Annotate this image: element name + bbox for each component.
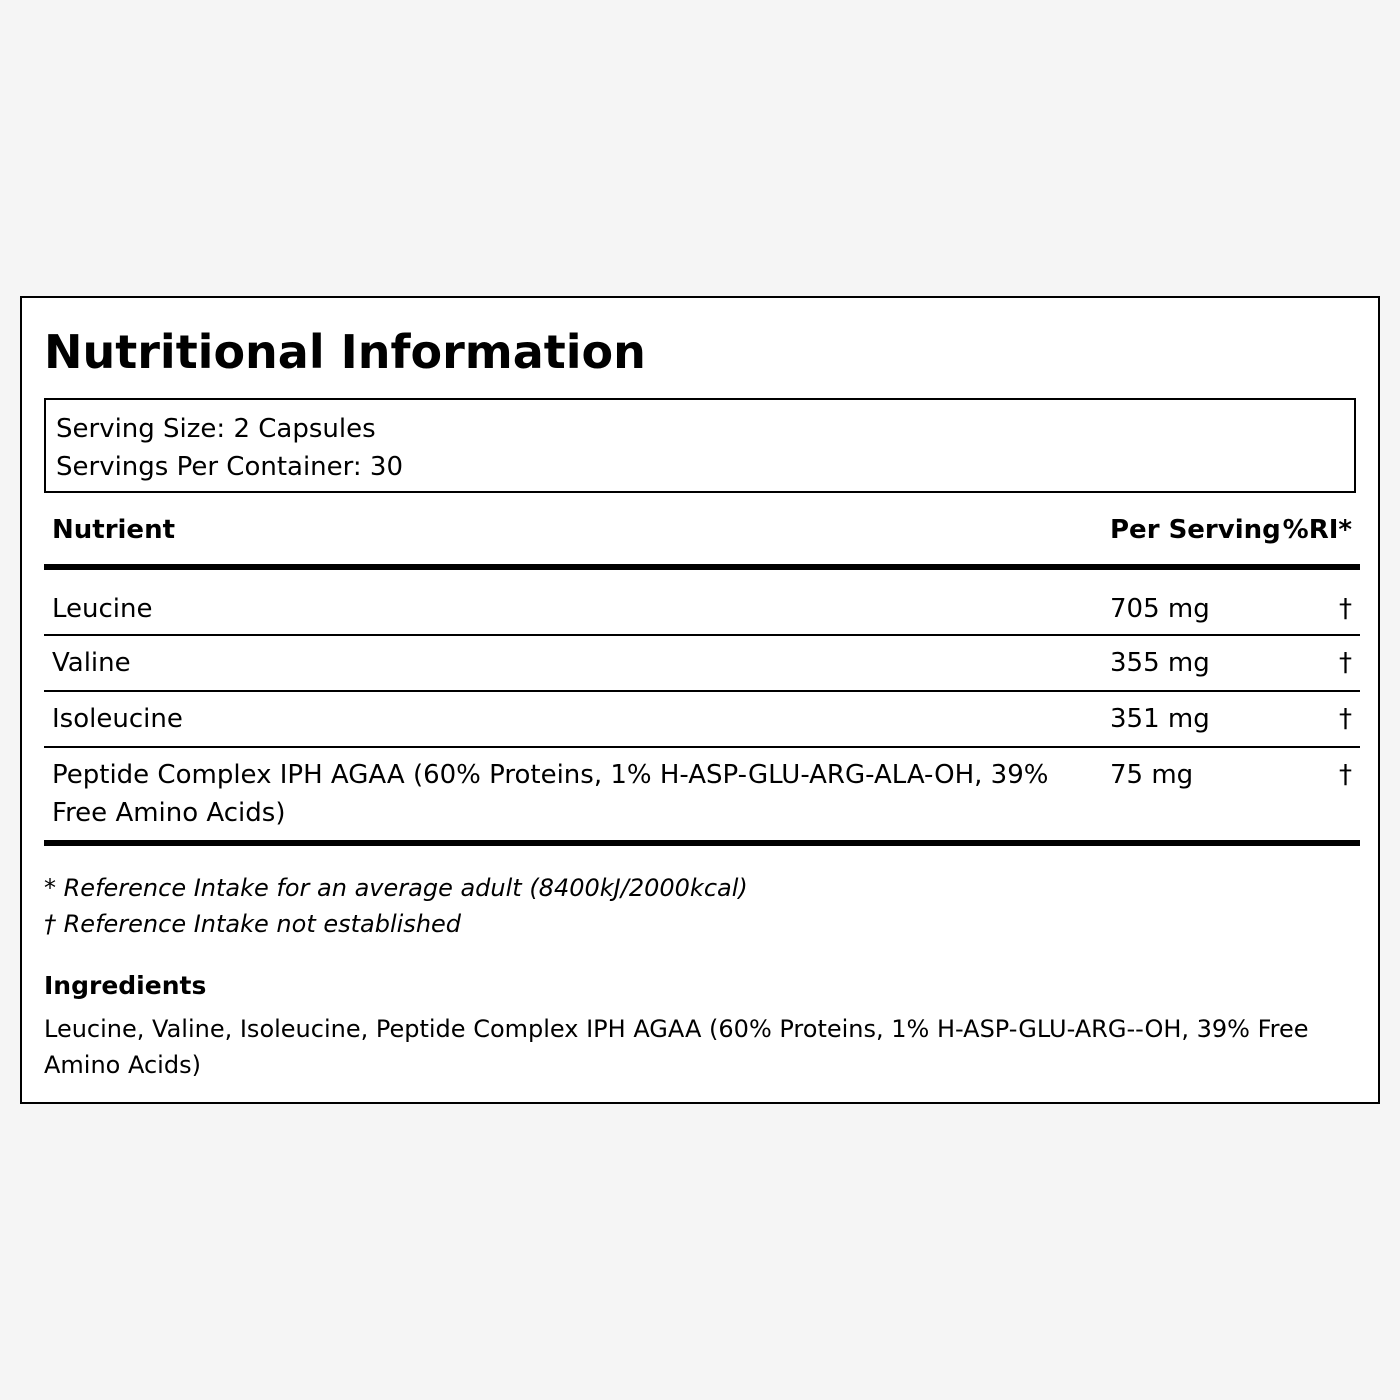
nutrient-table xyxy=(44,510,1360,846)
nutrient-amount: 351 mg xyxy=(1110,704,1210,734)
table-row xyxy=(44,748,1360,846)
serving-size: Serving Size: 2 Capsules xyxy=(56,414,376,444)
table-header xyxy=(44,510,1360,570)
ingredients-heading: Ingredients xyxy=(44,971,207,1000)
table-row xyxy=(44,692,1360,748)
header-per-serving: Per Serving xyxy=(1110,515,1281,545)
nutrient-ri: † xyxy=(1339,760,1352,790)
servings-per-container: Servings Per Container: 30 xyxy=(56,452,404,482)
footnotes xyxy=(44,870,748,942)
nutrient-amount: 75 mg xyxy=(1110,760,1194,790)
header-nutrient: Nutrient xyxy=(52,515,176,545)
nutrient-ri: † xyxy=(1339,594,1352,624)
nutrient-ri: † xyxy=(1339,648,1352,678)
nutrient-amount: 355 mg xyxy=(1110,648,1210,678)
nutrition-panel xyxy=(20,296,1380,1104)
table-row xyxy=(44,636,1360,692)
reference-intake-note: * Reference Intake for an average adult (8400kJ/2000kcal) xyxy=(44,874,748,902)
ingredients-text: Leucine, Valine, Isoleucine, Peptide Complex IPH AGAA (60% Proteins, 1% H-ASP-GLU-ARG--OH, 39% Free Amino Acids) xyxy=(44,1015,1309,1079)
nutrient-name: Peptide Complex IPH AGAA (60% Proteins, 1% H-ASP-GLU-ARG-ALA-OH, 39% Free Amino Acids) xyxy=(52,760,1049,828)
page-title: Nutritional Information xyxy=(44,325,646,379)
serving-info-box xyxy=(44,398,1356,493)
nutrient-name: Leucine xyxy=(52,594,153,624)
nutrient-ri: † xyxy=(1339,704,1352,734)
not-established-note: † Reference Intake not established xyxy=(44,910,462,938)
header-ri: %RI* xyxy=(1282,515,1352,545)
table-row xyxy=(44,570,1360,636)
nutrient-name: Isoleucine xyxy=(52,704,183,734)
nutrient-name: Valine xyxy=(52,648,131,678)
nutrient-amount: 705 mg xyxy=(1110,594,1210,624)
